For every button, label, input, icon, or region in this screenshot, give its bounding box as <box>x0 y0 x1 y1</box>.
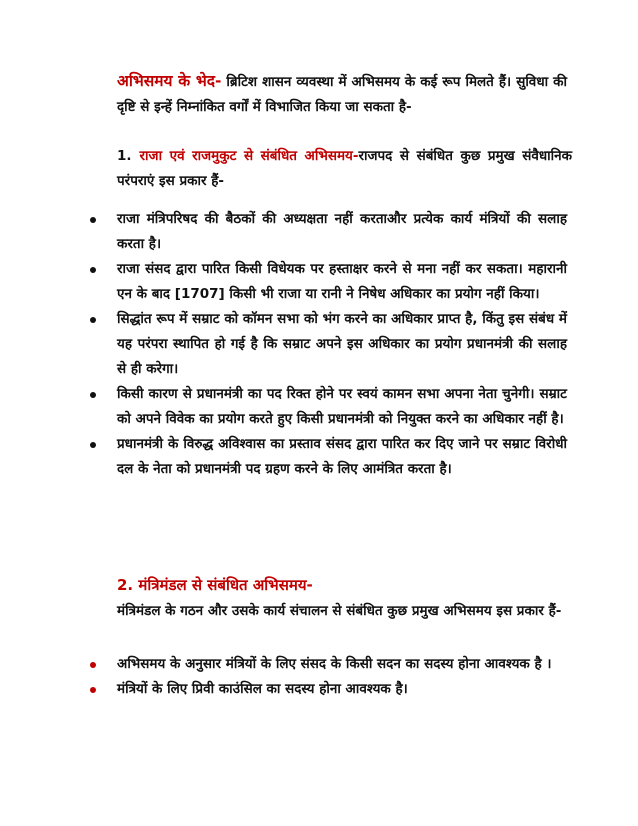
section1-number: 1. <box>117 148 132 164</box>
bullet-icon <box>90 317 96 323</box>
bullet-icon <box>90 267 96 273</box>
section2-list <box>0 652 567 702</box>
list-item: किसी कारण से प्रधानमंत्री का पद रिक्त होने पर स्वयं कामन सभा अपना नेता चुनेगी। सम्राट को अपने विवेक का प्रयोग करते हुए किसी प्रधानमंत्री को नियुक्त करने का अधिकार नहीं है। <box>0 382 567 432</box>
section1-heading: राजा एवं राजमुकुट से संबंधित अभिसमय- <box>139 148 359 164</box>
list-item: राजा संसद द्वारा पारित किसी विधेयक पर हस्ताक्षर करने से मना नहीं कर सकता। महारानी एन के बाद [1707] किसी भी राजा या रानी ने निषेध अधिकार का प्रयोग नहीं किया। <box>0 257 567 307</box>
bullet-icon <box>90 442 96 448</box>
section1-paragraph <box>117 144 572 194</box>
list-item: मंत्रियों के लिए प्रिवी काउंसिल का सदस्य होना आवश्यक है। <box>0 677 567 702</box>
section2-paragraph <box>117 573 572 624</box>
list-item: अभिसमय के अनुसार मंत्रियों के लिए संसद के किसी सदन का सदस्य होना आवश्यक है । <box>0 652 567 677</box>
section1-list <box>0 207 567 482</box>
intro-text: ब्रिटिश शासन व्यवस्था में अभिसमय के कई रूप मिलते हैं। सुविधा की दृष्टि से इन्हें निम्नांकित वर्गों में विभाजित किया जा सकता है- <box>117 74 567 115</box>
list-item: सिद्धांत रूप में सम्राट को कॉमन सभा को भंग करने का अधिकार प्राप्त है, किंतु इस संबंध में यह परंपरा स्थापित हो गई है कि सम्राट अपने इस अधिकार का प्रयोग प्रधानमंत्री की सलाह से ही करेगा। <box>0 307 567 382</box>
section2-text: मंत्रिमंडल के गठन और उसके कार्य संचालन से संबंधित कुछ प्रमुख अभिसमय इस प्रकार हैं- <box>117 603 562 619</box>
list-item: राजा मंत्रिपरिषद की बैठकों की अध्यक्षता नहीं करताऔर प्रत्येक कार्य मंत्रियों की सलाह करता है। <box>0 207 567 257</box>
bullet-icon <box>90 662 96 668</box>
bullet-icon <box>90 217 96 223</box>
intro-paragraph <box>117 69 567 120</box>
bullet-icon <box>90 392 96 398</box>
list-item: प्रधानमंत्री के विरुद्ध अविश्वास का प्रस्ताव संसद द्वारा पारित कर दिए जाने पर सम्राट विरोधी दल के नेता को प्रधानमंत्री पद ग्रहण करने के लिए आमंत्रित करता है। <box>0 432 567 482</box>
intro-heading: अभिसमय के भेद- <box>117 72 222 90</box>
section2-heading: 2. मंत्रिमंडल से संबंधित अभिसमय- <box>117 576 313 594</box>
bullet-icon <box>90 687 96 693</box>
section1-text: राजपद से संबंधित कुछ प्रमुख संवैधानिक परंपराएं इस प्रकार हैं- <box>117 148 573 189</box>
